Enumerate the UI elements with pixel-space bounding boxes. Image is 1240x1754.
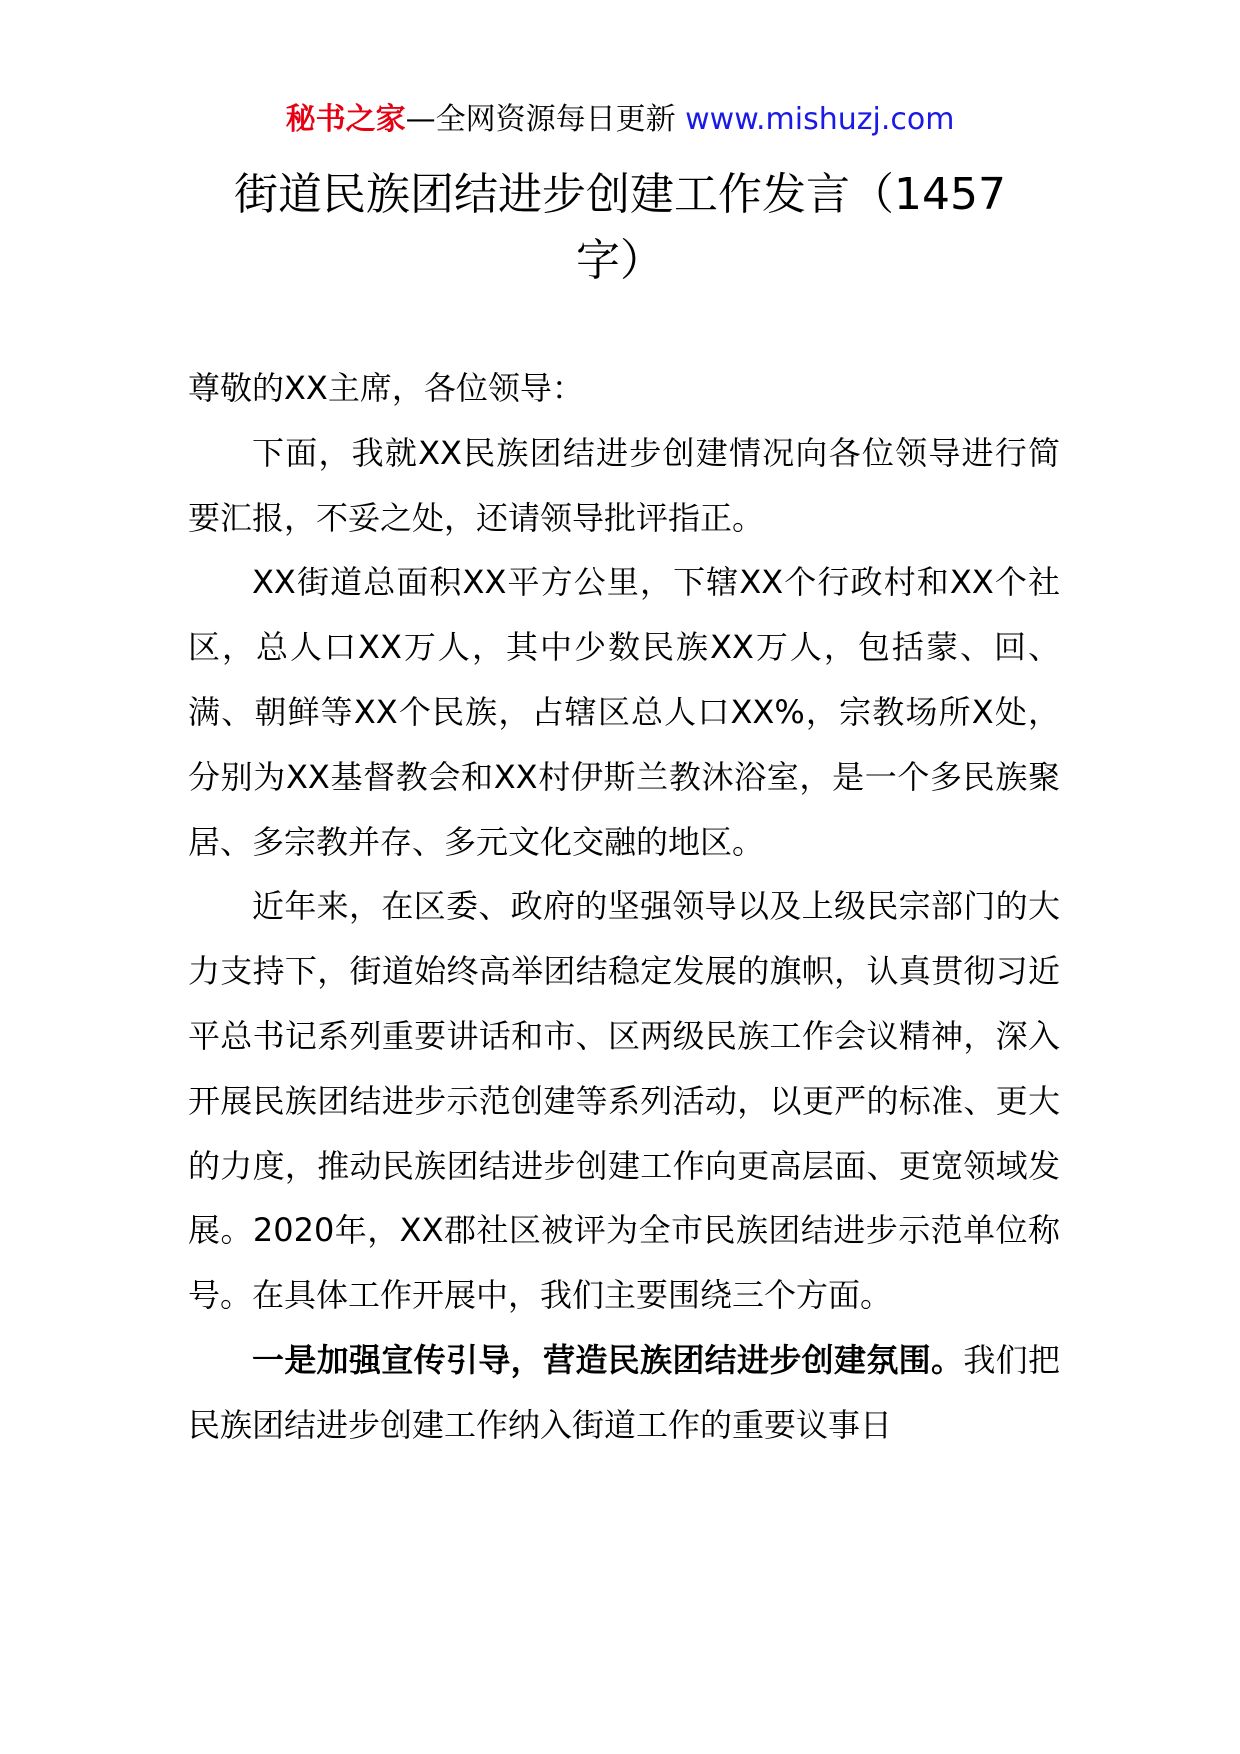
paragraph-section-1 (188, 1328, 1060, 1458)
paragraph-overview: XX街道总面积XX平方公里，下辖XX个行政村和XX个社区，总人口XX万人，其中少数民族XX万人，包括蒙、回、满、朝鲜等XX个民族，占辖区总人口XX%，宗教场所X处，分别为XX基督教会和XX村伊斯兰教沐浴室，是一个多民族聚居、多宗教并存、多元文化交融的地区。 (188, 563, 1060, 861)
document-body (188, 356, 1060, 1458)
header-tagline: —全网资源每日更新 (405, 102, 686, 137)
salutation: 尊敬的XX主席，各位领导： (188, 369, 584, 407)
brand-name: 秘书之家 (285, 102, 406, 137)
site-url-link[interactable]: www.mishuzj.com (685, 102, 955, 137)
site-header (0, 100, 1240, 140)
document-title: 街道民族团结进步创建工作发言（1457字） (234, 169, 1006, 286)
section-1-lead: 一是加强宣传引导，营造民族团结进步创建氛围。 (252, 1340, 964, 1379)
paragraph-achievements: 近年来，在区委、政府的坚强领导以及上级民宗部门的大力支持下，街道始终高举团结稳定发展的旗帜，认真贯彻习近平总书记系列重要讲话和市、区两级民族工作会议精神，深入开展民族团结进步示范创建等系列活动，以更严的标准、更大的力度，推动民族团结进步创建工作向更高层面、更宽领域发展。2020年，XX郡社区被评为全市民族团结进步示范单位称号。在具体工作开展中，我们主要围绕三个方面。 (188, 887, 1060, 1315)
section-1-text: 我们把民族团结进步创建工作纳入街道工作的重要议事日 (188, 1340, 1060, 1444)
paragraph-intro: 下面，我就XX民族团结进步创建情况向各位领导进行简要汇报，不妥之处，还请领导批评指正。 (188, 433, 1060, 537)
